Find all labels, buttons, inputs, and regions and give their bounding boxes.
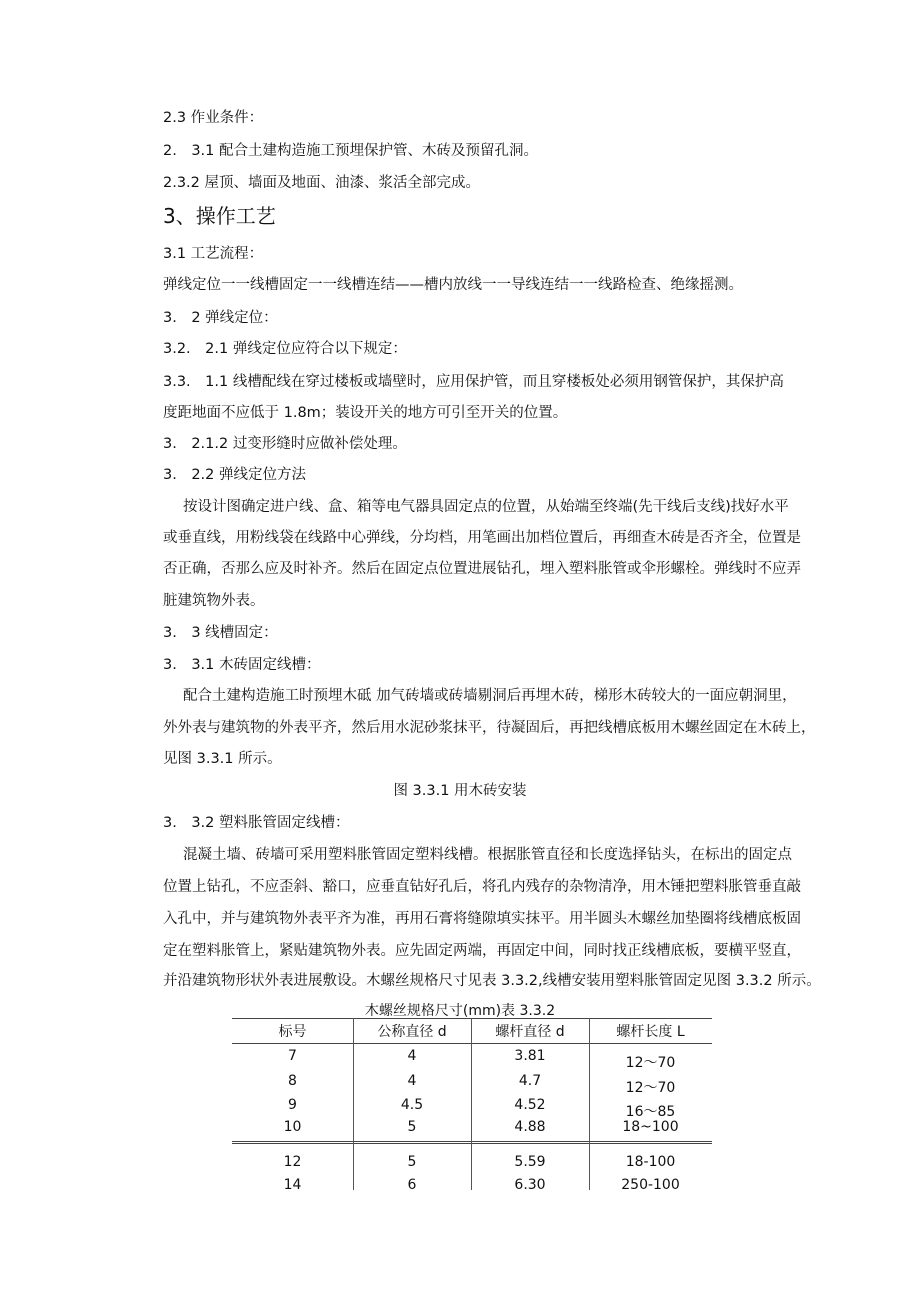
- table-cell: 4.88: [514, 1119, 546, 1135]
- table-cell: 12: [283, 1154, 302, 1170]
- text-line: 按设计图确定进户线、盒、箱等电气器具固定点的位置，从始端至终端(先干线后支线)找好水平: [183, 499, 789, 515]
- text-line: 配合土建构造施工时预埋木砥 加气砖墙或砖墙剔洞后再埋木砖，梯形木砖较大的一面应朝洞里，: [183, 688, 797, 704]
- table-cell: 5: [407, 1154, 417, 1170]
- text-line: 3. 3 线槽固定：: [163, 625, 278, 641]
- table-header-cell: 标号: [278, 1024, 307, 1040]
- table-cell: 12～70: [625, 1080, 676, 1096]
- table-cell: 4: [407, 1073, 417, 1089]
- text-line: 并沿建筑物形状外表进展敷设。木螺丝规格尺寸见表 3.3.2,线槽安装用塑料胀管固定见图 3.3.2 所示。: [163, 973, 821, 989]
- table-cell: 4.5: [400, 1097, 424, 1113]
- figure-caption: 图 3.3.1 用木砖安装: [393, 783, 527, 799]
- text-line: 2. 3.1 配合土建构造施工预埋保护管、木砖及预留孔洞。: [163, 143, 539, 159]
- text-line: 3. 3.2 塑料胀管固定线槽：: [163, 815, 350, 831]
- table-cell: 4: [407, 1048, 417, 1064]
- text-line: 3.2. 2.1 弹线定位应符合以下规定：: [163, 341, 407, 357]
- table-cell: 9: [288, 1097, 297, 1113]
- text-line: 或垂直线，用粉线袋在线路中心弹线，分均档，用笔画出加档位置后，再细查木砖是否齐全，位置是: [163, 530, 801, 546]
- text-line: 弹线定位一一线槽固定一一线槽连结——槽内放线一一导线连结一一线路检查、绝缘摇测。: [163, 277, 743, 293]
- text-line: 否正确，否那么应及时补齐。然后在固定点位置进展钻孔，埋入塑料胀管或伞形螺栓。弹线时不应弄: [163, 561, 801, 577]
- table-cell: 16～85: [625, 1104, 676, 1120]
- table-cell: 10: [283, 1119, 302, 1135]
- text-line: 外外表与建筑物的外表平齐，然后用水泥砂浆抹平，待凝固后，再把线槽底板用木螺丝固定在木砖上，: [163, 720, 816, 736]
- text-line: 度距地面不应低于 1.8m；装设开关的地方可引至开关的位置。: [163, 405, 568, 421]
- table-header-cell: 螺杆直径 d: [495, 1024, 565, 1040]
- table-caption: 木螺丝规格尺寸(mm)表 3.3.2: [364, 1003, 556, 1019]
- table-header-cell: 公称直径 d: [377, 1024, 447, 1040]
- table-header-cell: 螺杆长度 L: [616, 1024, 685, 1040]
- text-line: 见图 3.3.1 所示。: [163, 751, 282, 767]
- table-cell: 6: [407, 1177, 417, 1193]
- table-cell: 5: [407, 1119, 417, 1135]
- text-line: 3.3. 1.1 线槽配线在穿过楼板或墙壁时，应用保护管，而且穿楼板处必须用钢管保护，其保护高: [163, 374, 784, 390]
- text-line: 脏建筑物外表。: [163, 593, 265, 609]
- table-cell: 5.59: [514, 1154, 546, 1170]
- text-line: 2.3.2 屋顶、墙面及地面、油漆、浆活全部完成。: [163, 175, 481, 191]
- text-line: 2.3 作业条件：: [163, 110, 264, 126]
- table-cell: 7: [288, 1048, 297, 1064]
- text-line: 3.1 工艺流程：: [163, 246, 264, 262]
- table-cell: 18-100: [625, 1154, 676, 1170]
- section-heading: 3、操作工艺: [163, 204, 276, 228]
- table-cell: 4.52: [514, 1097, 546, 1113]
- text-line: 3. 2.2 弹线定位方法: [163, 467, 307, 483]
- text-line: 3. 3.1 木砖固定线槽：: [163, 657, 321, 673]
- table-cell: 4.7: [518, 1073, 542, 1089]
- text-line: 入孔中，并与建筑物外表平齐为准，再用石膏将缝隙填实抹平。用半圆头木螺丝加垫圈将线槽底板固: [163, 911, 801, 927]
- table-cell: 250-100: [621, 1177, 680, 1193]
- text-line: 3. 2.1.2 过变形缝时应做补偿处理。: [163, 436, 407, 452]
- text-line: 3. 2 弹线定位：: [163, 310, 278, 326]
- table-cell: 18~100: [622, 1119, 679, 1135]
- table-cell: 3.81: [514, 1048, 546, 1064]
- table-cell: 12～70: [625, 1055, 676, 1071]
- text-line: 混凝土墙、砖墙可采用塑料胀管固定塑料线槽。根据胀管直径和长度选择钻头，在标出的固定点: [183, 847, 792, 863]
- text-line: 位置上钻孔，不应歪斜、豁口，应垂直钻好孔后，将孔内残存的杂物清净，用木锤把塑料胀管垂直敲: [163, 879, 801, 895]
- table-cell: 6.30: [514, 1177, 546, 1193]
- text-line: 定在塑料胀管上，紧贴建筑物外表。应先固定两端，再固定中间，同时找正线槽底板，要横平竖直，: [163, 943, 801, 959]
- table-cell: 8: [288, 1073, 297, 1089]
- table-cell: 14: [283, 1177, 302, 1193]
